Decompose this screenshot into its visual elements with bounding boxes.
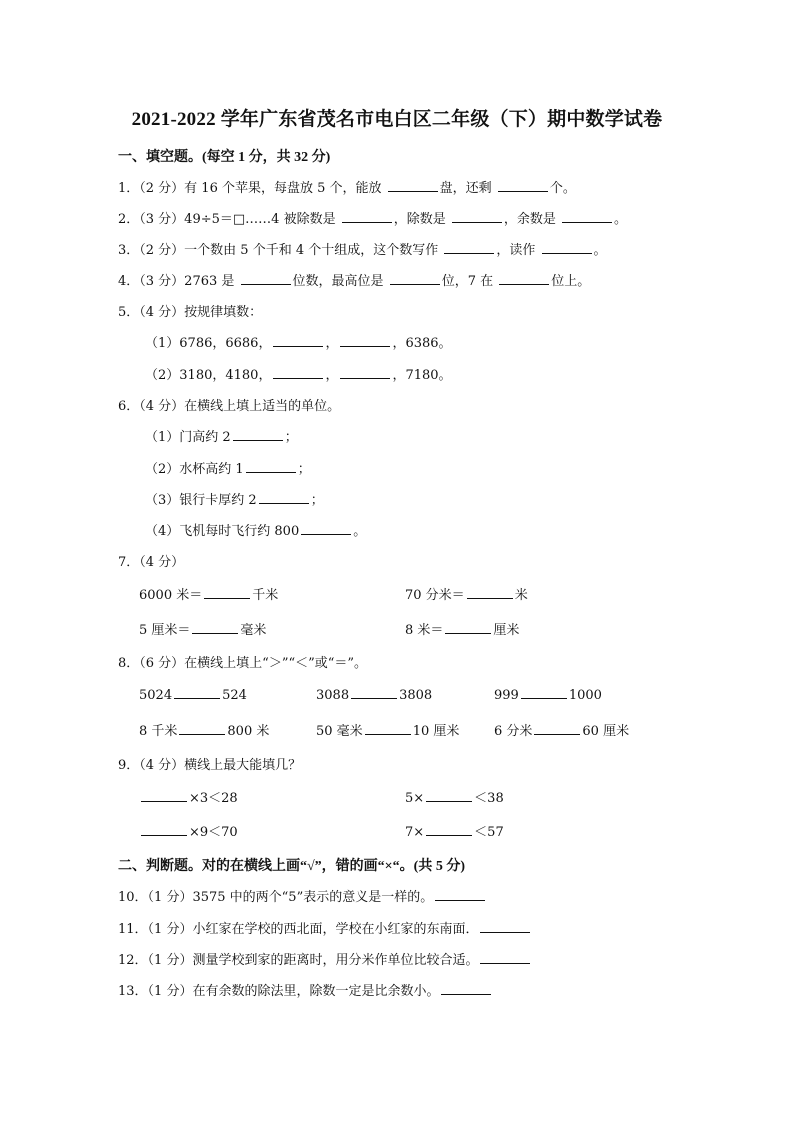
question-text: ， [325,336,339,351]
answer-blank[interactable] [351,686,397,699]
question-text: ，余数是 [503,212,556,227]
question-text: （1）6786，6686， [145,336,272,351]
answer-blank[interactable] [273,334,323,347]
question-text: 6000 米＝ [139,588,203,603]
answer-blank[interactable] [340,334,390,347]
question-text: ，6386。 [392,336,452,351]
question-1 [118,177,576,196]
question-text: 。 [593,243,607,258]
question-text: 50 毫米 [316,724,363,739]
question-8-item-4 [139,720,269,739]
question-2 [118,208,627,227]
question-7-item-1 [139,584,278,603]
question-10 [118,886,487,905]
question-text: 5 厘米＝ [139,623,191,638]
question-9-item-2 [405,787,504,806]
question-8-item-5 [316,720,459,739]
question-text: （2）3180，4180， [145,368,272,383]
question-8-item-6 [494,720,629,739]
answer-blank[interactable] [498,179,548,192]
question-text: 999 [494,688,519,703]
question-11 [118,918,532,937]
question-text: 800 米 [227,724,270,739]
question-7-item-3 [139,619,266,638]
question-5-part-2 [145,364,452,383]
answer-blank[interactable] [444,241,494,254]
question-text: ×3＜28 [189,791,238,806]
question-text: 。 [353,524,367,539]
question-text: 13．（1 分）在有余数的除法里，除数一定是比余数小。 [118,984,440,999]
answer-blank[interactable] [534,722,580,735]
question-8-item-3 [494,686,602,703]
question-text: 1000 [568,688,602,703]
question-text: 千米 [252,588,279,603]
answer-blank[interactable] [480,920,530,933]
answer-blank[interactable] [562,210,612,223]
answer-blank[interactable] [388,179,438,192]
answer-blank[interactable] [499,272,549,285]
answer-blank[interactable] [435,888,485,901]
question-text: 10．（1 分）3575 中的两个“5”表示的意义是一样的。 [118,890,434,905]
question-text: ； [310,493,324,508]
question-text: （1）门高约 2 [145,430,231,445]
question-text: （3）银行卡厚约 2 [145,493,257,508]
question-text: 6 分米 [494,724,533,739]
answer-blank[interactable] [141,823,187,836]
question-4 [118,270,590,289]
question-text: 3088 [316,688,350,703]
question-text: ，除数是 [393,212,446,227]
question-3 [118,239,607,258]
question-6-part-2 [145,458,311,477]
answer-blank[interactable] [445,621,491,634]
question-text: 5× [405,791,425,806]
question-9: 9．（4 分）横线上最大能填几？ [118,758,302,773]
question-text: 厘米 [493,623,520,638]
answer-blank[interactable] [204,586,250,599]
question-8-item-1 [139,686,247,703]
question-text: ＜38 [474,791,504,806]
question-7-item-2 [405,584,528,603]
question-text: 个。 [549,181,576,196]
question-7: 7．（4 分） [118,555,185,570]
answer-blank[interactable] [426,789,472,802]
answer-blank[interactable] [365,722,411,735]
answer-blank[interactable] [480,951,530,964]
question-text: ，读作 [496,243,536,258]
answer-blank[interactable] [273,366,323,379]
answer-blank[interactable] [441,982,491,995]
question-6-part-1 [145,426,298,445]
question-text: 60 厘米 [582,724,630,739]
question-9-item-3 [139,821,238,840]
question-5: 5．（4 分）按规律填数： [118,305,263,320]
answer-blank[interactable] [452,210,502,223]
question-text: 位上。 [551,274,591,289]
answer-blank[interactable] [233,428,283,441]
answer-blank[interactable] [342,210,392,223]
question-13 [118,980,493,999]
question-12 [118,949,532,968]
answer-blank[interactable] [259,491,309,504]
question-text: 1．（2 分）有 16 个苹果，每盘放 5 个，能放 [118,181,382,196]
answer-blank[interactable] [521,686,567,699]
question-text: 524 [222,688,247,703]
answer-blank[interactable] [390,272,440,285]
answer-blank[interactable] [246,460,296,473]
question-7-item-4 [405,619,519,638]
section-heading-true-false: 二、判断题。对的在横线上画“√”，错的画“×“。(共 5 分) [118,859,465,874]
question-9-item-4 [405,821,504,840]
question-6-part-4 [145,520,366,539]
question-text: 8 米＝ [405,623,444,638]
question-text: 毫米 [240,623,267,638]
answer-blank[interactable] [467,586,513,599]
answer-blank[interactable] [301,522,351,535]
question-6: 6．（4 分）在横线上填上适当的单位。 [118,399,341,414]
question-6-part-3 [145,489,324,508]
question-9-item-1 [139,787,238,806]
page-title: 2021-2022 学年广东省茂名市电白区二年级（下）期中数学试卷 [131,109,663,130]
question-text: 3808 [399,688,433,703]
question-text: 11．（1 分）小红家在学校的西北面，学校在小红家的东南面． [118,922,479,937]
question-text: （4）飞机每时飞行约 800 [145,524,300,539]
question-text: 7× [405,825,425,840]
question-8-item-2 [316,686,432,703]
question-text: 位数，最高位是 [292,274,384,289]
question-text: 8 千米 [139,724,178,739]
question-text: ； [284,430,298,445]
question-text: 4．（3 分）2763 是 [118,274,235,289]
question-text: ； [297,462,311,477]
question-5-part-1 [145,332,452,351]
question-8: 8．（6 分）在横线上填上“＞”“＜”或“＝”。 [118,656,368,671]
question-text: 米 [514,588,528,603]
question-text: 位，7 在 [441,274,494,289]
question-text: 70 分米＝ [405,588,465,603]
section-heading-fill-blanks: 一、填空题。(每空 1 分，共 32 分) [118,150,331,165]
answer-blank[interactable] [241,272,291,285]
answer-blank[interactable] [141,789,187,802]
question-text: 10 厘米 [412,724,460,739]
question-text: ×9＜70 [189,825,238,840]
answer-blank[interactable] [179,722,225,735]
question-text: 2．（3 分）49÷5＝□……4 被除数是 [118,212,336,227]
question-text: 5024 [139,688,173,703]
question-text: ＜57 [474,825,504,840]
answer-blank[interactable] [340,366,390,379]
question-text: 。 [614,212,628,227]
answer-blank[interactable] [542,241,592,254]
question-text: 12．（1 分）测量学校到家的距离时，用分米作单位比较合适。 [118,953,479,968]
question-text: ，7180。 [392,368,452,383]
answer-blank[interactable] [426,823,472,836]
answer-blank[interactable] [192,621,238,634]
answer-blank[interactable] [174,686,220,699]
question-text: 3．（2 分）一个数由 5 个千和 4 个十组成，这个数写作 [118,243,439,258]
question-text: （2）水杯高约 1 [145,462,244,477]
question-text: ， [325,368,339,383]
question-text: 盘，还剩 [439,181,492,196]
